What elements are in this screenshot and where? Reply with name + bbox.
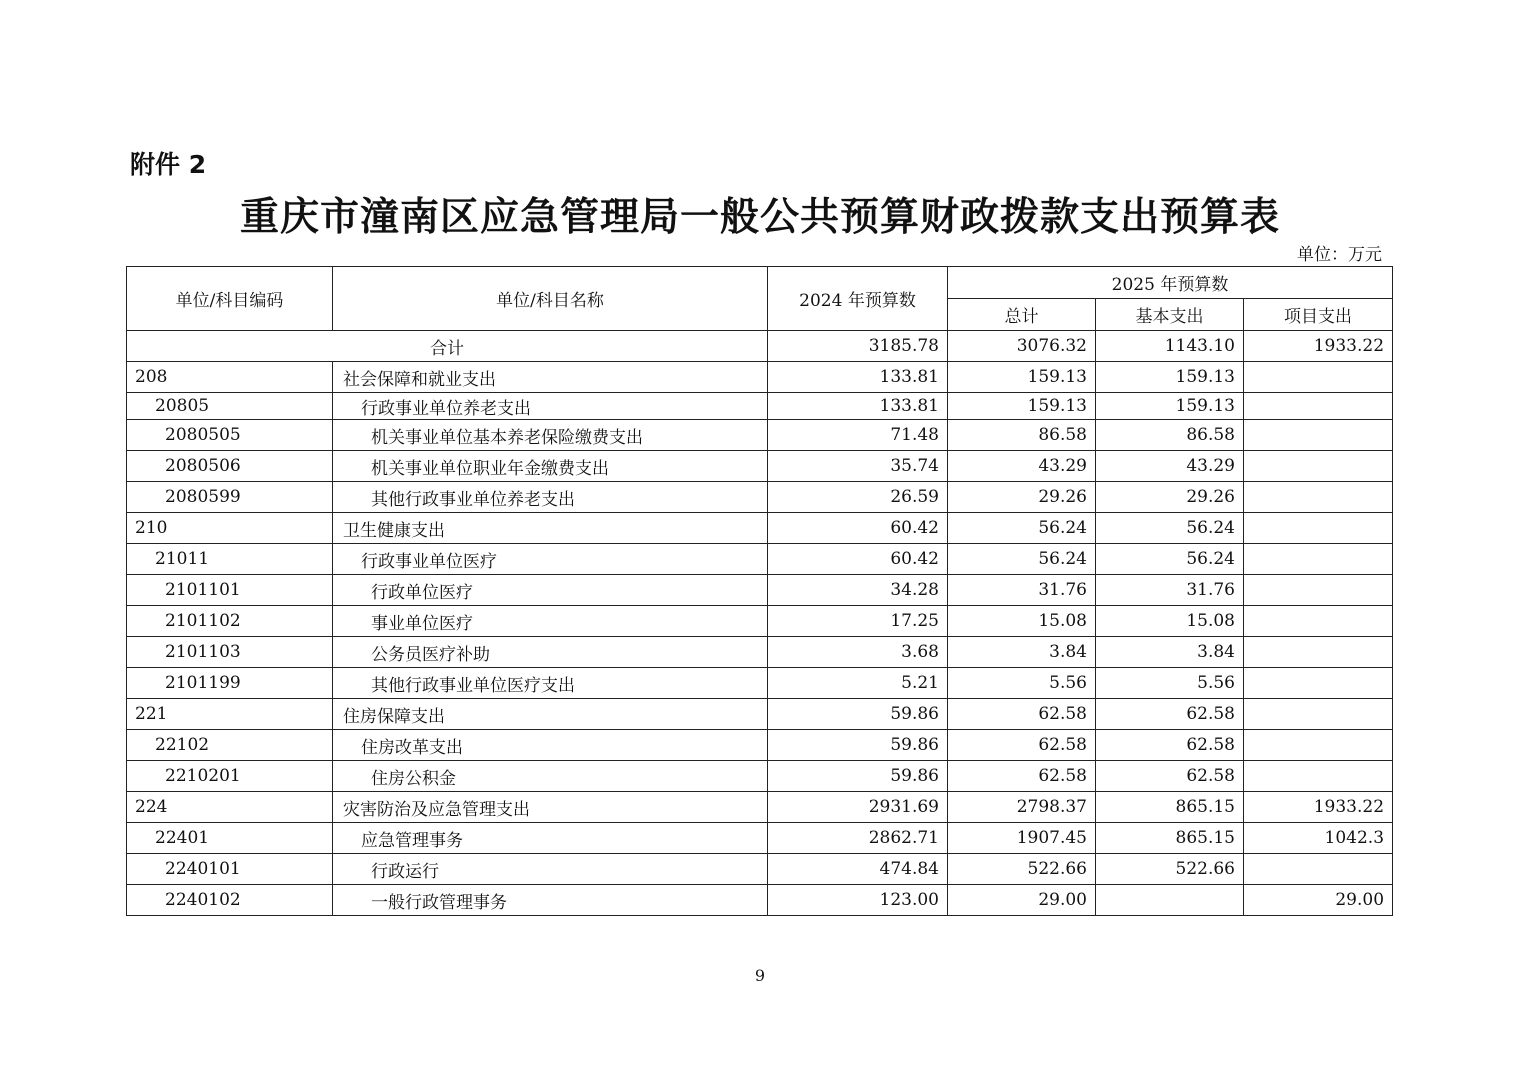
basic-cell: 43.29 bbox=[1096, 451, 1244, 482]
project-cell bbox=[1244, 482, 1393, 513]
table-row bbox=[127, 451, 1393, 482]
name-cell: 一般行政管理事务 bbox=[333, 885, 768, 916]
basic-cell bbox=[1096, 885, 1244, 916]
total-cell: 159.13 bbox=[948, 362, 1096, 393]
header-project: 项目支出 bbox=[1244, 299, 1393, 331]
total-cell: 5.56 bbox=[948, 668, 1096, 699]
project-cell bbox=[1244, 451, 1393, 482]
table-row bbox=[127, 393, 1393, 420]
code-cell: 210 bbox=[127, 513, 333, 544]
total-cell: 29.00 bbox=[948, 885, 1096, 916]
basic-cell: 522.66 bbox=[1096, 854, 1244, 885]
basic-cell: 5.56 bbox=[1096, 668, 1244, 699]
name-cell: 机关事业单位职业年金缴费支出 bbox=[333, 451, 768, 482]
table-row bbox=[127, 544, 1393, 575]
basic-cell: 3.84 bbox=[1096, 637, 1244, 668]
project-cell bbox=[1244, 606, 1393, 637]
name-cell: 住房保障支出 bbox=[333, 699, 768, 730]
code-cell: 2080505 bbox=[127, 420, 333, 451]
budget-2024-cell: 133.81 bbox=[768, 393, 948, 420]
name-cell: 公务员医疗补助 bbox=[333, 637, 768, 668]
total-cell: 56.24 bbox=[948, 544, 1096, 575]
basic-cell: 62.58 bbox=[1096, 761, 1244, 792]
budget-2024-cell: 60.42 bbox=[768, 544, 948, 575]
basic-cell: 29.26 bbox=[1096, 482, 1244, 513]
table-row bbox=[127, 792, 1393, 823]
code-cell: 2101101 bbox=[127, 575, 333, 606]
basic-cell: 86.58 bbox=[1096, 420, 1244, 451]
table-row bbox=[127, 823, 1393, 854]
table-row bbox=[127, 761, 1393, 792]
total-cell: 159.13 bbox=[948, 393, 1096, 420]
project-cell bbox=[1244, 513, 1393, 544]
total-cell: 43.29 bbox=[948, 451, 1096, 482]
code-cell: 2240101 bbox=[127, 854, 333, 885]
project-cell bbox=[1244, 420, 1393, 451]
budget-2024-cell: 2931.69 bbox=[768, 792, 948, 823]
header-name: 单位/科目名称 bbox=[333, 267, 768, 331]
table-row bbox=[127, 362, 1393, 393]
budget-2024-cell: 35.74 bbox=[768, 451, 948, 482]
budget-2024-cell: 34.28 bbox=[768, 575, 948, 606]
total-cell: 3.84 bbox=[948, 637, 1096, 668]
code-cell: 20805 bbox=[127, 393, 333, 420]
name-cell: 行政单位医疗 bbox=[333, 575, 768, 606]
name-cell: 事业单位医疗 bbox=[333, 606, 768, 637]
header-code: 单位/科目编码 bbox=[127, 267, 333, 331]
budget-2024-cell: 59.86 bbox=[768, 761, 948, 792]
total-cell: 62.58 bbox=[948, 699, 1096, 730]
project-cell bbox=[1244, 393, 1393, 420]
total-cell: 2798.37 bbox=[948, 792, 1096, 823]
project-cell bbox=[1244, 668, 1393, 699]
total-cell: 31.76 bbox=[948, 575, 1096, 606]
project-cell bbox=[1244, 637, 1393, 668]
total-cell: 522.66 bbox=[948, 854, 1096, 885]
code-cell: 2101103 bbox=[127, 637, 333, 668]
basic-cell: 56.24 bbox=[1096, 513, 1244, 544]
basic-cell: 865.15 bbox=[1096, 823, 1244, 854]
total-cell: 86.58 bbox=[948, 420, 1096, 451]
total-cell: 29.26 bbox=[948, 482, 1096, 513]
unit-label: 单位：万元 bbox=[1297, 245, 1382, 265]
total-cell: 62.58 bbox=[948, 761, 1096, 792]
project-cell: 1042.3 bbox=[1244, 823, 1393, 854]
code-cell: 2101199 bbox=[127, 668, 333, 699]
project-cell bbox=[1244, 362, 1393, 393]
project-cell: 29.00 bbox=[1244, 885, 1393, 916]
table-row bbox=[127, 420, 1393, 451]
table-row bbox=[127, 668, 1393, 699]
name-cell: 住房改革支出 bbox=[333, 730, 768, 761]
total-cell: 15.08 bbox=[948, 606, 1096, 637]
name-cell: 行政事业单位养老支出 bbox=[333, 393, 768, 420]
code-cell: 2240102 bbox=[127, 885, 333, 916]
table-row bbox=[127, 482, 1393, 513]
code-cell: 221 bbox=[127, 699, 333, 730]
code-cell: 22401 bbox=[127, 823, 333, 854]
budget-2024-cell: 17.25 bbox=[768, 606, 948, 637]
name-cell: 其他行政事业单位医疗支出 bbox=[333, 668, 768, 699]
name-cell: 行政运行 bbox=[333, 854, 768, 885]
code-cell: 224 bbox=[127, 792, 333, 823]
budget-2024-cell: 5.21 bbox=[768, 668, 948, 699]
total-total: 3076.32 bbox=[948, 331, 1096, 362]
project-cell bbox=[1244, 730, 1393, 761]
project-cell bbox=[1244, 761, 1393, 792]
table-row bbox=[127, 730, 1393, 761]
basic-cell: 15.08 bbox=[1096, 606, 1244, 637]
basic-cell: 865.15 bbox=[1096, 792, 1244, 823]
total-label: 合计 bbox=[127, 331, 768, 362]
total-cell: 1907.45 bbox=[948, 823, 1096, 854]
attachment-label: 附件 2 bbox=[130, 150, 207, 179]
total-row bbox=[127, 331, 1393, 362]
budget-2024-cell: 71.48 bbox=[768, 420, 948, 451]
header-budget-2024: 2024 年预算数 bbox=[768, 267, 948, 331]
table-row bbox=[127, 854, 1393, 885]
name-cell: 行政事业单位医疗 bbox=[333, 544, 768, 575]
code-cell: 2080599 bbox=[127, 482, 333, 513]
total-cell: 62.58 bbox=[948, 730, 1096, 761]
budget-2024-cell: 123.00 bbox=[768, 885, 948, 916]
total-project: 1933.22 bbox=[1244, 331, 1393, 362]
table-row bbox=[127, 637, 1393, 668]
table-row bbox=[127, 606, 1393, 637]
name-cell: 机关事业单位基本养老保险缴费支出 bbox=[333, 420, 768, 451]
header-total: 总计 bbox=[948, 299, 1096, 331]
basic-cell: 159.13 bbox=[1096, 362, 1244, 393]
table-row bbox=[127, 699, 1393, 730]
code-cell: 2210201 bbox=[127, 761, 333, 792]
budget-2024-cell: 133.81 bbox=[768, 362, 948, 393]
basic-cell: 159.13 bbox=[1096, 393, 1244, 420]
name-cell: 卫生健康支出 bbox=[333, 513, 768, 544]
name-cell: 应急管理事务 bbox=[333, 823, 768, 854]
table-row bbox=[127, 575, 1393, 606]
basic-cell: 31.76 bbox=[1096, 575, 1244, 606]
budget-2024-cell: 59.86 bbox=[768, 699, 948, 730]
project-cell: 1933.22 bbox=[1244, 792, 1393, 823]
budget-2024-cell: 3.68 bbox=[768, 637, 948, 668]
name-cell: 其他行政事业单位养老支出 bbox=[333, 482, 768, 513]
budget-2024-cell: 60.42 bbox=[768, 513, 948, 544]
code-cell: 22102 bbox=[127, 730, 333, 761]
project-cell bbox=[1244, 854, 1393, 885]
budget-2024-cell: 59.86 bbox=[768, 730, 948, 761]
table-row bbox=[127, 513, 1393, 544]
total-budget-2024: 3185.78 bbox=[768, 331, 948, 362]
header-budget-2025: 2025 年预算数 bbox=[948, 267, 1393, 299]
basic-cell: 62.58 bbox=[1096, 699, 1244, 730]
basic-cell: 62.58 bbox=[1096, 730, 1244, 761]
page-title: 重庆市潼南区应急管理局一般公共预算财政拨款支出预算表 bbox=[239, 194, 1280, 240]
total-cell: 56.24 bbox=[948, 513, 1096, 544]
name-cell: 灾害防治及应急管理支出 bbox=[333, 792, 768, 823]
project-cell bbox=[1244, 544, 1393, 575]
code-cell: 208 bbox=[127, 362, 333, 393]
project-cell bbox=[1244, 575, 1393, 606]
header-basic: 基本支出 bbox=[1096, 299, 1244, 331]
budget-table bbox=[126, 266, 1393, 916]
basic-cell: 56.24 bbox=[1096, 544, 1244, 575]
name-cell: 社会保障和就业支出 bbox=[333, 362, 768, 393]
page-number: 9 bbox=[754, 966, 766, 985]
name-cell: 住房公积金 bbox=[333, 761, 768, 792]
project-cell bbox=[1244, 699, 1393, 730]
code-cell: 2101102 bbox=[127, 606, 333, 637]
table-row bbox=[127, 885, 1393, 916]
total-basic: 1143.10 bbox=[1096, 331, 1244, 362]
code-cell: 21011 bbox=[127, 544, 333, 575]
budget-2024-cell: 2862.71 bbox=[768, 823, 948, 854]
budget-2024-cell: 474.84 bbox=[768, 854, 948, 885]
code-cell: 2080506 bbox=[127, 451, 333, 482]
budget-2024-cell: 26.59 bbox=[768, 482, 948, 513]
